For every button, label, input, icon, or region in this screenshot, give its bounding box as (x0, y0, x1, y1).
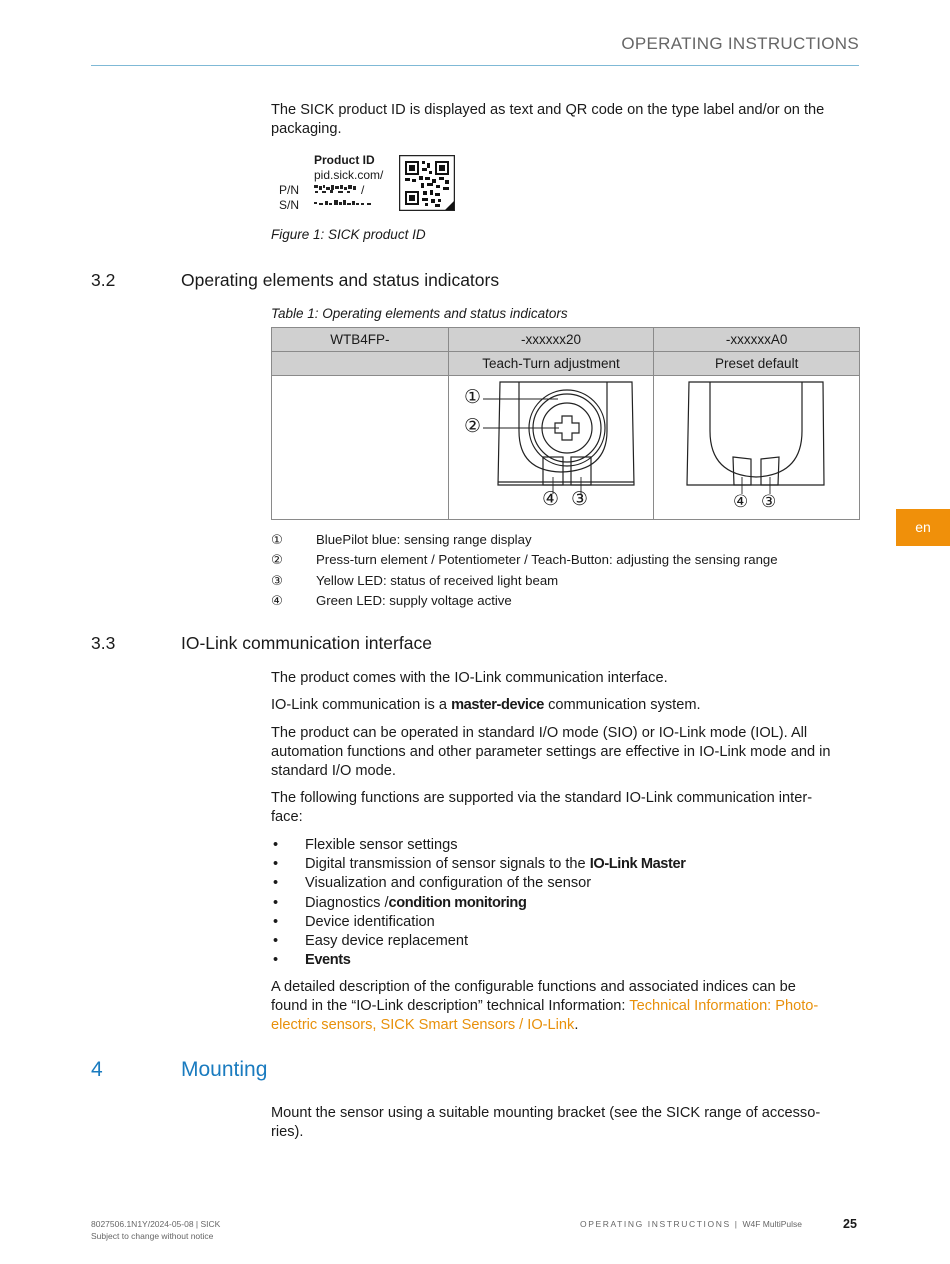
paragraph-description-reference (271, 978, 818, 1035)
list-item (271, 932, 861, 951)
text-line: Mount the sensor using a suitable mounting bracket (see the SICK range of accesso- (271, 1105, 821, 1121)
header-cell-variant-20: -xxxxxx20 (448, 328, 654, 352)
image-cell-empty (272, 376, 449, 520)
table-subheader-row (272, 352, 860, 376)
language-tab[interactable]: en (896, 509, 950, 546)
list-item-text: Easy device replacement (305, 932, 469, 949)
section-number-3-2: 3.2 (91, 270, 116, 290)
functions-list (271, 836, 861, 970)
section-title-3-2: Operating elements and status indicators (181, 270, 500, 290)
paragraph-modes: The product can be operated in standard I/O mode (SIO) or IO-Link mode (IOL). All automation functions and other parameter settings are effective in IO-Link mode and in standard I/O mode. (271, 725, 831, 779)
qr-code (399, 155, 455, 211)
section-title-3-3: IO-Link communication interface (181, 633, 432, 653)
marker-4-preset: ④ (733, 492, 749, 511)
table-caption: Table 1: Operating elements and status indicators (271, 306, 568, 321)
chapter-title-mounting: Mounting (181, 1058, 268, 1081)
legend-marker: ④ (271, 593, 283, 608)
list-item-text: Visualization and configuration of the sensor (305, 875, 592, 892)
legend-text: BluePilot blue: sensing range display (316, 532, 532, 547)
legend-marker: ② (271, 552, 283, 567)
section-number-3-3: 3.3 (91, 633, 116, 653)
text-line: The following functions are supported via the standard IO-Link communication inter- (271, 790, 813, 806)
text-line (271, 1016, 818, 1035)
paragraph-mounting (271, 1104, 820, 1142)
footer-left (91, 1219, 220, 1242)
list-item (271, 951, 861, 970)
header-title: OPERATING INSTRUCTIONS (621, 34, 859, 53)
footer-doc-id: 8027506.1N1Y/2024-05-08 | SICK (91, 1219, 221, 1229)
obscured-serial-pattern (314, 185, 374, 211)
figure-caption: Figure 1: SICK product ID (271, 227, 426, 242)
intro-text: The SICK product ID is displayed as text and QR code on the type label and/or on the packaging. (271, 102, 825, 137)
term-events: Events (305, 952, 351, 969)
chapter-number-4: 4 (91, 1058, 103, 1081)
header-cell-model: WTB4FP- (272, 328, 449, 352)
marker-4-teach: ④ (542, 489, 560, 510)
term-condition-monitoring: condition monitoring (388, 894, 527, 911)
paragraph-iolink-intro: The product comes with the IO-Link communication interface. (271, 670, 668, 686)
technical-information-link[interactable]: Technical Information: Photo- (629, 998, 819, 1014)
subheader-cell-empty (272, 352, 449, 376)
text-line: face: (271, 809, 303, 825)
marker-3-preset: ③ (761, 492, 777, 511)
text-segment: found in the “IO-Link description” technical Information: (271, 998, 630, 1014)
legend-marker: ③ (271, 573, 283, 588)
legend-marker: ① (271, 532, 283, 547)
header-cell-variant-a0: -xxxxxxA0 (654, 328, 860, 352)
pn-slash: / (361, 183, 365, 197)
paragraph-master-device (271, 696, 701, 715)
list-item (271, 836, 861, 855)
legend-text: Press-turn element / Potentiometer / Teach-Button: adjusting the sensing range (316, 552, 778, 567)
list-item (271, 894, 861, 913)
text-line: ries). (271, 1124, 304, 1140)
list-item (271, 913, 861, 932)
list-item-text: Device identification (305, 913, 435, 930)
text-segment: communication system. (544, 697, 701, 713)
table-header-row (272, 328, 860, 352)
list-item (271, 874, 861, 893)
text-line: A detailed description of the configurable functions and associated indices can be (271, 979, 796, 995)
technical-information-link-cont[interactable]: electric sensors, SICK Smart Sensors / IO-Link (271, 1017, 575, 1033)
subheader-cell-preset: Preset default (654, 352, 860, 376)
marker-2-teach: ② (464, 416, 482, 437)
marker-3-teach: ③ (571, 489, 589, 510)
legend-text: Yellow LED: status of received light beam (316, 573, 559, 588)
marker-1-teach: ① (464, 387, 482, 408)
product-id-title: Product ID (314, 153, 375, 167)
page-number: 25 (843, 1217, 857, 1231)
text-segment: . (574, 1017, 579, 1033)
header-rule (91, 65, 859, 66)
pn-key: P/N (279, 183, 300, 197)
preset-default-drawing (684, 379, 828, 517)
footer-center-prefix: OPERATING INSTRUCTIONS | (580, 1219, 743, 1229)
legend-text: Green LED: supply voltage active (316, 593, 512, 608)
list-item-text: Flexible sensor settings (305, 837, 458, 853)
footer-model: W4F MultiPulse (742, 1219, 802, 1229)
subheader-cell-teach-turn: Teach-Turn adjustment (448, 352, 654, 376)
text-line (271, 997, 818, 1016)
sn-key: S/N (279, 198, 300, 212)
list-item-text: Digital transmission of sensor signals to the (305, 856, 590, 873)
list-item-text: Diagnostics / (305, 894, 389, 911)
term-iolink-master: IO-Link Master (589, 856, 686, 873)
text-segment: IO-Link communication is a (271, 697, 452, 713)
paragraph-functions-intro (271, 789, 812, 827)
product-id-url: pid.sick.com/ (314, 168, 384, 182)
footer-center (580, 1219, 802, 1229)
term-master-device: master-device (451, 697, 545, 713)
footer-notice: Subject to change without notice (91, 1230, 214, 1241)
list-item (271, 855, 861, 874)
